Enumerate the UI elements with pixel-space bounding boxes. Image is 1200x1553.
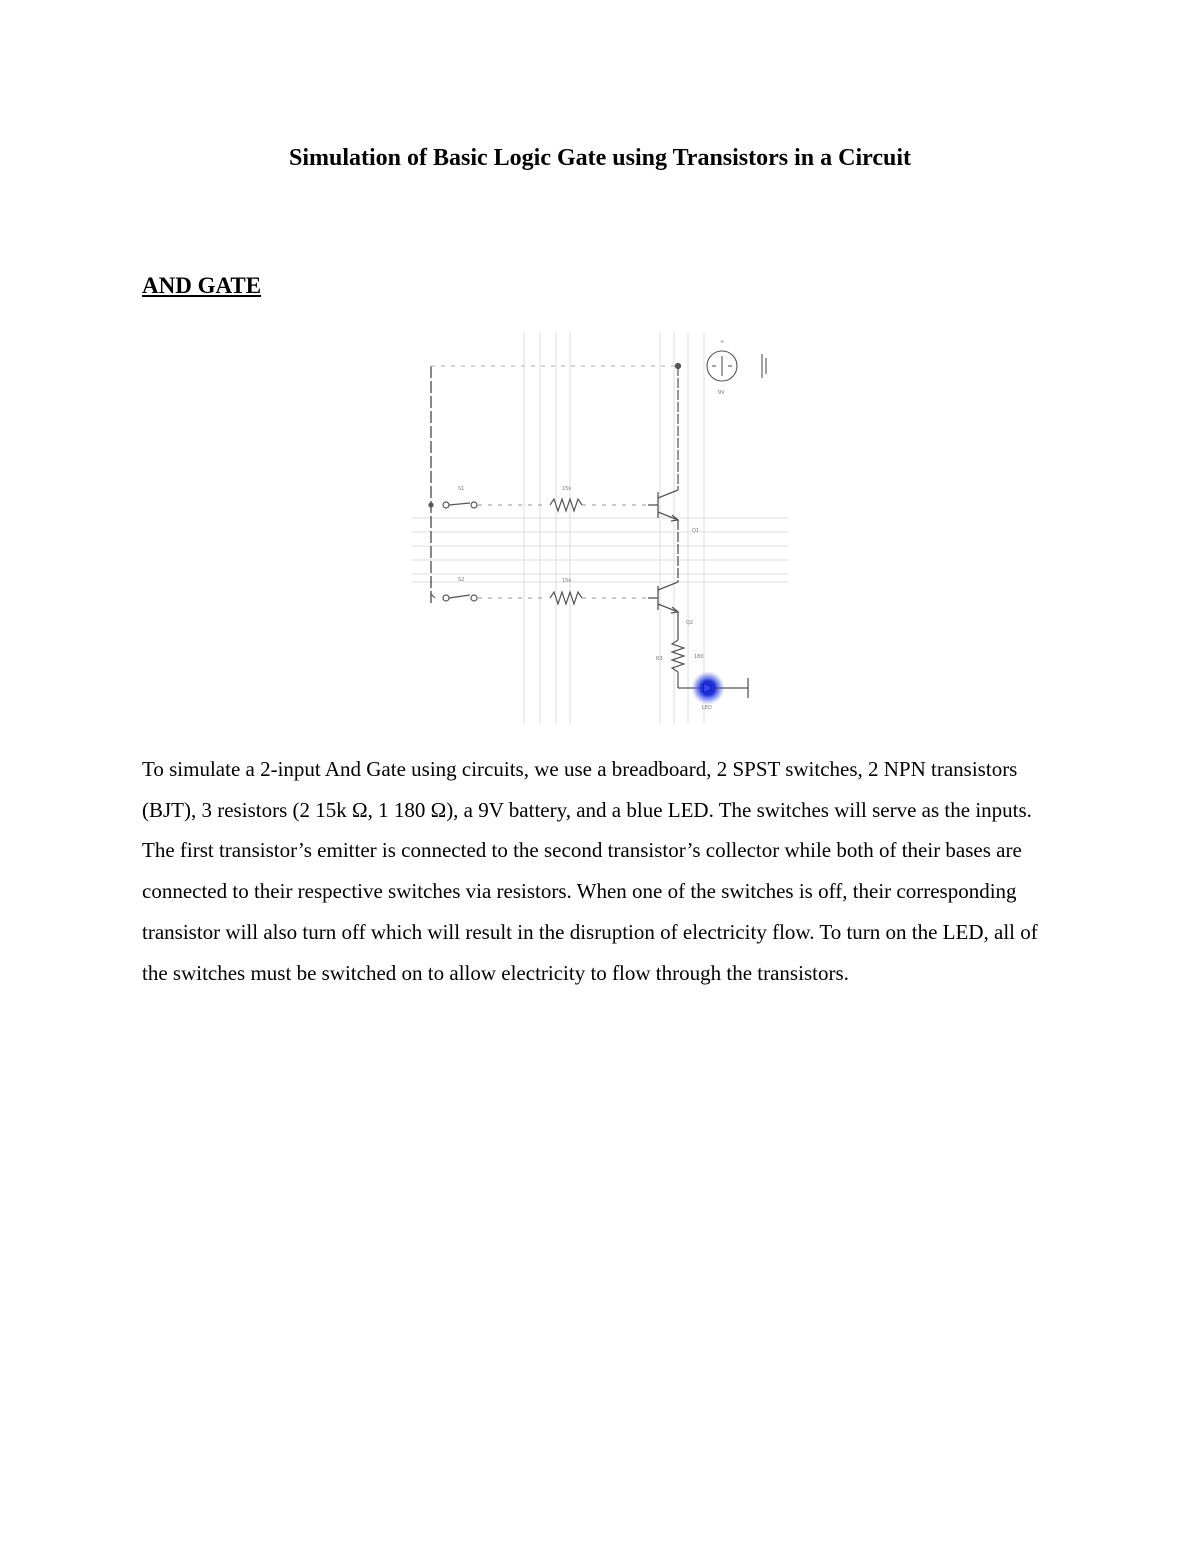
section-heading: AND GATE	[142, 273, 262, 298]
resistor-2-label: 15k	[562, 578, 572, 584]
switch-1	[429, 502, 542, 508]
led-label: LED	[702, 705, 712, 711]
circuit-diagram-icon	[412, 332, 788, 724]
transistor-2-label: Q2	[686, 620, 694, 626]
resistor-1	[550, 499, 648, 511]
supply-wire	[676, 364, 681, 491]
breadboard-grid	[412, 332, 788, 724]
battery-plus-label: +	[720, 339, 725, 345]
resistor-2	[550, 592, 648, 604]
switch-2-label: S2	[458, 577, 465, 583]
resistor-1-label: 15k	[562, 486, 572, 492]
body-paragraph: To simulate a 2-input And Gate using circuits, we use a breadboard, 2 SPST switches, 2 NPN transistors (BJT), 3 resistors (2 15k Ω, 1 180 Ω), a 9V battery, and a blue LED. The switches will serve as the inputs. The first transistor’s emitter is connected to the second transistor’s collector while both of their bases are connected to their respective switches via resistors. When one of the switches is off, their corresponding transistor will also turn off which will result in the disruption of electricity flow. To turn on the LED, all of the switches must be switched on to allow electricity to flow through the transistors.	[142, 757, 1038, 985]
switch-1-label: S1	[458, 486, 465, 492]
and-gate-circuit-figure	[412, 332, 788, 724]
transistor-1-label: Q1	[692, 528, 700, 534]
input-rail-wire	[431, 366, 678, 604]
resistor-3-label: 180	[694, 654, 704, 660]
battery-label: 9V	[718, 390, 725, 396]
resistor-3-tag: R3	[656, 656, 663, 662]
battery	[707, 351, 766, 381]
switch-2	[431, 594, 542, 601]
page-title: Simulation of Basic Logic Gate using Transistors in a Circuit	[288, 145, 912, 171]
